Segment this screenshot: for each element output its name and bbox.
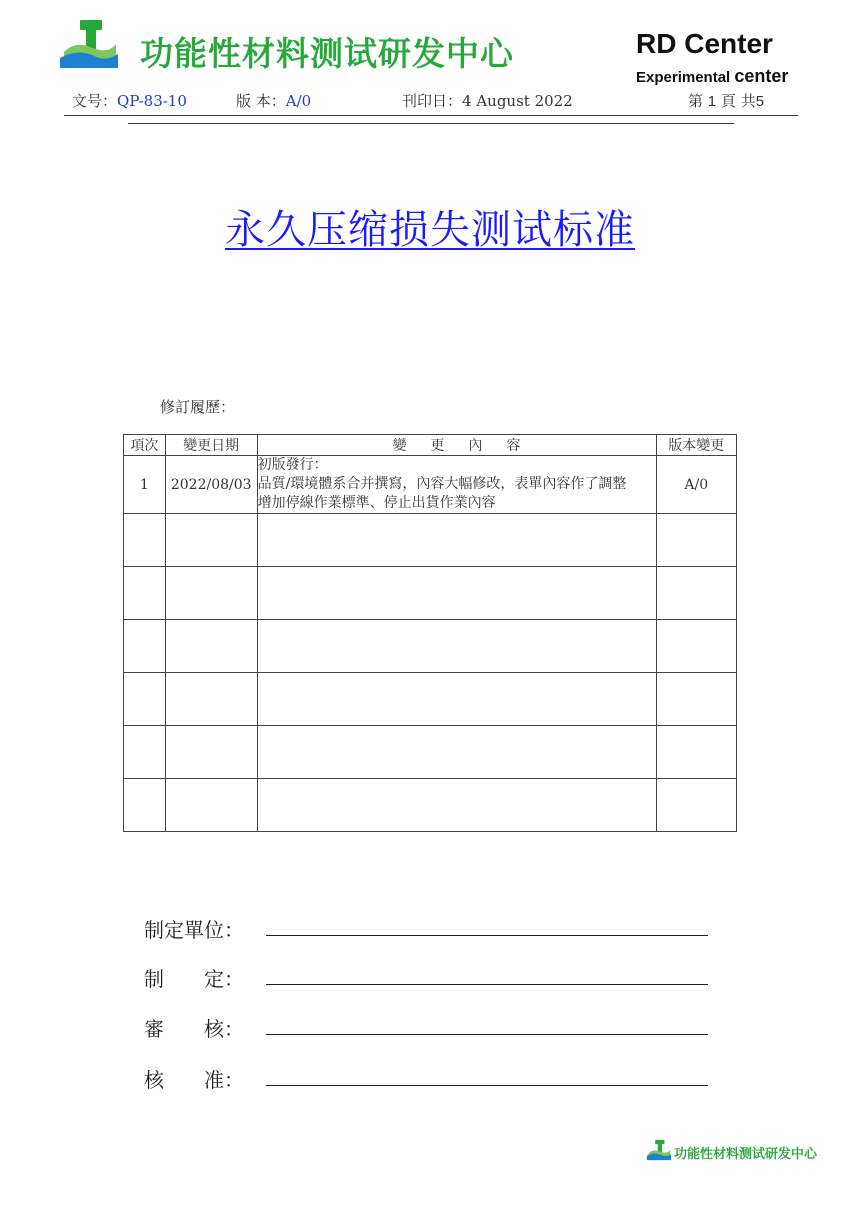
table-row-empty [124, 779, 737, 832]
revision-table [123, 434, 737, 832]
table-row-empty [124, 673, 737, 726]
document-title [0, 198, 860, 255]
row-content-line: 初版發行： [257, 457, 328, 473]
version-label: 版 本： [236, 92, 286, 110]
signature-line-approved [266, 1085, 708, 1086]
table-row-empty [124, 620, 737, 673]
rd-sub-experimental: Experimental [636, 69, 731, 86]
footer-organization-name: 功能性材料测试研发中心 [674, 1147, 818, 1162]
header-subrule [128, 123, 734, 124]
signature-row-reviewed [144, 1013, 254, 1042]
page-number: 1 [707, 93, 717, 110]
doc-no-label: 文号： [72, 92, 118, 110]
signature-label: 審 核： [144, 1017, 244, 1041]
page-prefix: 第 [688, 92, 704, 110]
print-date-value: 4 August 2022 [462, 92, 573, 110]
document-number [72, 90, 187, 111]
document-title-text: 永久压缩损失测试标准 [225, 207, 635, 253]
company-logo-icon [58, 18, 120, 70]
revision-history-label: 修訂履歷： [160, 398, 236, 416]
signature-row-approved [144, 1064, 254, 1093]
signature-label: 制定單位： [144, 918, 244, 942]
doc-no-value: QP-83-10 [117, 92, 187, 110]
table-row-empty [124, 726, 737, 779]
header-rule [64, 115, 798, 116]
signature-line-unit [266, 935, 708, 936]
col-header-version: 版本變更 [656, 435, 737, 456]
footer-logo-icon [646, 1138, 672, 1162]
table-row-empty [124, 514, 737, 567]
row-content-line: 品質/環境體系合并撰寫，內容大幅修改，表單內容作了調整 [257, 476, 627, 492]
table-header-row [124, 435, 737, 456]
table-row [124, 456, 737, 514]
page-indicator [688, 90, 764, 111]
signature-line-prepared [266, 984, 708, 985]
signature-row-prepared [144, 963, 254, 992]
version-value: A/0 [285, 92, 312, 110]
row-content-line: 增加停線作業標準、停止出貨作業內容 [257, 495, 496, 511]
document-version [236, 90, 311, 111]
col-header-content: 變更內容 [257, 435, 656, 456]
row-content [257, 456, 656, 514]
row-version: A/0 [656, 456, 737, 514]
print-date [402, 90, 573, 111]
signature-line-reviewed [266, 1034, 708, 1035]
signature-row-unit [144, 914, 254, 943]
col-header-date: 變更日期 [165, 435, 257, 456]
signature-label: 核 准： [144, 1068, 244, 1092]
row-date: 2022/08/03 [165, 456, 257, 514]
signature-label: 制 定： [144, 967, 244, 991]
page-mid: 頁 共 [720, 92, 756, 110]
rd-center-subtitle [636, 66, 788, 87]
col-header-no: 項次 [124, 435, 166, 456]
organization-name: 功能性材料测试研发中心 [140, 34, 514, 73]
rd-center-title: RD Center [636, 28, 773, 59]
print-date-label: 刊印日： [402, 92, 463, 110]
row-no: 1 [124, 456, 166, 514]
page-total: 5 [755, 93, 765, 110]
rd-sub-center: center [734, 66, 789, 86]
table-row-empty [124, 567, 737, 620]
